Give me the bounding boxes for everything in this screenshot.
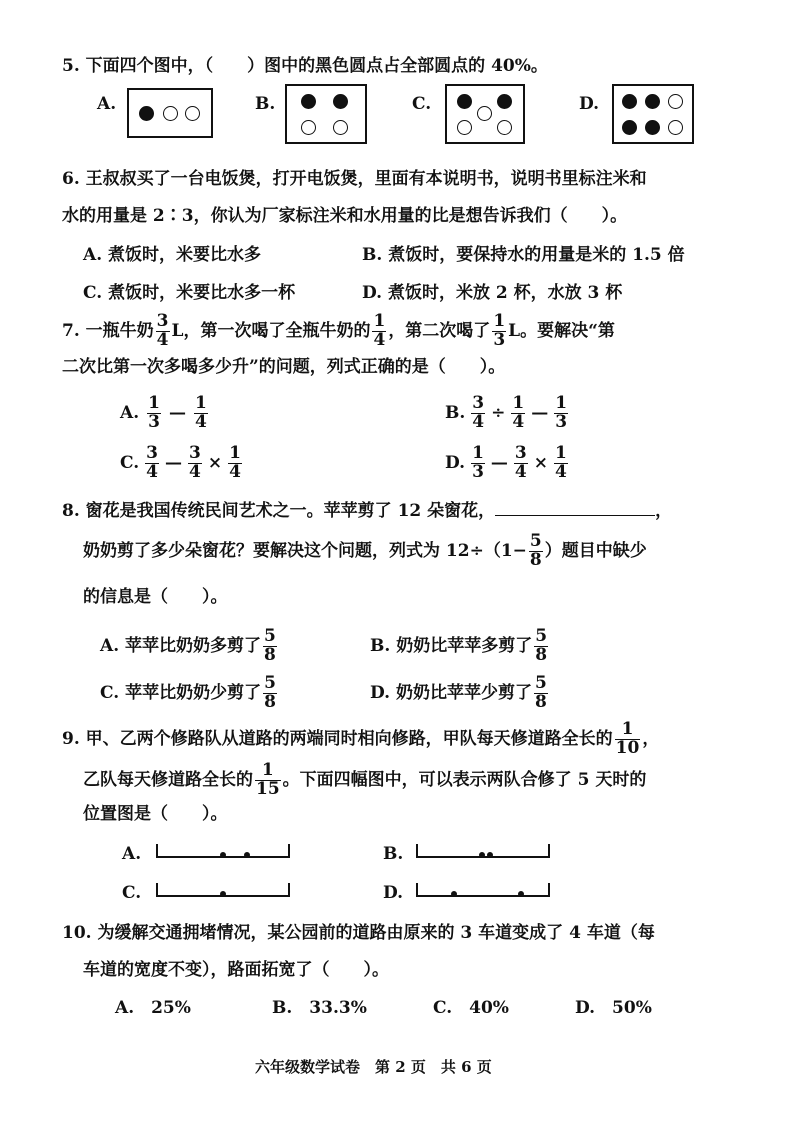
q8-stem-line1: 8. 窗花是我国传统民间艺术之一。苹苹剪了 12 朵窗花， ，	[62, 501, 673, 521]
q10-stem-line2: 车道的宽度不变），路面拓宽了（ ）。	[83, 960, 389, 980]
q9-stem-line1: 9. 甲、乙两个修路队从道路的两端同时相向修路，甲队每天修道路全长的 $\frac{1}{10}$ ，	[62, 718, 660, 758]
q7-text-1: 7. 一瓶牛奶	[62, 320, 154, 341]
q10-option-d: D. 50%	[575, 998, 652, 1018]
fraction-1-4: $\frac{1}{4}$	[373, 310, 386, 350]
white-dot	[668, 94, 683, 109]
q9-road-diagram-d	[416, 883, 550, 897]
q6-stem-line2: 水的用量是 2∶3，你认为厂家标注米和水用量的比是想告诉我们（ ）。	[62, 206, 628, 226]
fraction-1-10: $\frac{1}{10}$	[615, 718, 640, 758]
q5-stem: 5. 下面四个图中，（ ）图中的黑色圆点占全部圆点的 40%。	[62, 56, 548, 76]
page-footer: 六年级数学试卷 第 2 页 共 6 页	[255, 1058, 492, 1076]
black-dot	[139, 106, 154, 121]
white-dot	[668, 120, 683, 135]
q6-option-b: B. 煮饭时，要保持水的用量是米的 1.5 倍	[362, 245, 685, 265]
q5-figure-a	[127, 88, 213, 138]
black-dot	[333, 94, 348, 109]
q5-figure-d	[612, 84, 694, 144]
q8-option-d: D. 奶奶比苹苹少剪了 $\frac{5}{8}$	[370, 672, 547, 712]
q8-option-a: A. 苹苹比奶奶多剪了 $\frac{5}{8}$	[100, 625, 276, 665]
q7-option-c: C. $\frac{3}{4}$ — $\frac{3}{4}$ × $\frac{1}{4}$	[120, 442, 241, 482]
q9-stem-line3: 位置图是（ ）。	[83, 804, 228, 824]
white-dot	[301, 120, 316, 135]
position-dot	[451, 891, 457, 897]
fraction-5-8: $\frac{5}{8}$	[529, 530, 542, 570]
q7-option-b: B. $\frac{3}{4}$ ÷ $\frac{1}{4}$ — $\frac{1}{3}$	[445, 392, 568, 432]
q8-option-b: B. 奶奶比苹苹多剪了 $\frac{5}{8}$	[370, 625, 548, 665]
q7-stem-line2: 二次比第一次多喝多少升”的问题，列式正确的是（ ）。	[62, 357, 506, 377]
q9-road-diagram-c	[156, 883, 290, 897]
q5-option-d-label: D.	[579, 94, 600, 114]
q9-option-c-label: C.	[122, 883, 142, 903]
q7-option-d: D. $\frac{1}{3}$ — $\frac{3}{4}$ × $\frac{1}{4}$	[445, 442, 567, 482]
position-dot	[244, 852, 250, 858]
q10-option-b: B. 33.3%	[272, 998, 367, 1018]
q5-option-b-label: B.	[255, 94, 276, 114]
black-dot	[622, 94, 637, 109]
black-dot	[301, 94, 316, 109]
q8-stem-line3: 的信息是（ ）。	[83, 587, 228, 607]
q7-text-3: ，第二次喝了	[388, 320, 491, 341]
black-dot	[622, 120, 637, 135]
black-dot	[497, 94, 512, 109]
q7-option-a: A. $\frac{1}{3}$ — $\frac{1}{4}$	[120, 392, 207, 432]
fraction-3-4: $\frac{3}{4}$	[156, 310, 169, 350]
q9-road-diagram-a	[156, 844, 290, 858]
position-dot	[518, 891, 524, 897]
q5-option-a-label: A.	[97, 94, 117, 114]
white-dot	[457, 120, 472, 135]
q6-option-a: A. 煮饭时，米要比水多	[83, 245, 262, 265]
q10-option-c: C. 40%	[433, 998, 509, 1018]
position-dot	[479, 852, 485, 858]
fraction-1-3: $\frac{1}{3}$	[493, 310, 506, 350]
position-dot	[487, 852, 493, 858]
q7-text-4: L。要解决“第	[508, 320, 615, 341]
q9-option-b-label: B.	[383, 844, 404, 864]
q9-option-a-label: A.	[122, 844, 142, 864]
q10-stem-line1: 10. 为缓解交通拥堵情况，某公园前的道路由原来的 3 车道变成了 4 车道（每	[62, 923, 655, 943]
q7-stem-line1	[62, 308, 615, 354]
q5-figure-b	[285, 84, 367, 144]
q10-option-a: A. 25%	[115, 998, 191, 1018]
q9-road-diagram-b	[416, 844, 550, 858]
q8-stem-line2: 奶奶剪了多少朵窗花？要解决这个问题，列式为 12÷（1− $\frac{5}{8}$ ）题目中缺少	[83, 530, 647, 570]
position-dot	[220, 891, 226, 897]
white-dot	[185, 106, 200, 121]
black-dot	[645, 120, 660, 135]
q6-option-d: D. 煮饭时，米放 2 杯，水放 3 杯	[362, 283, 623, 303]
q8-option-c: C. 苹苹比奶奶少剪了 $\frac{5}{8}$	[100, 672, 276, 712]
white-dot	[477, 106, 492, 121]
white-dot	[333, 120, 348, 135]
q7-text-2: L，第一次喝了全瓶牛奶的	[171, 320, 371, 341]
answer-blank	[495, 514, 655, 516]
q5-option-c-label: C.	[412, 94, 432, 114]
black-dot	[645, 94, 660, 109]
fraction-1-15: $\frac{1}{15}$	[256, 759, 280, 799]
q9-option-d-label: D.	[383, 883, 404, 903]
white-dot	[497, 120, 512, 135]
q6-option-c: C. 煮饭时，米要比水多一杯	[83, 283, 296, 303]
position-dot	[220, 852, 226, 858]
q6-stem-line1: 6. 王叔叔买了一台电饭煲，打开电饭煲，里面有本说明书，说明书里标注米和	[62, 169, 647, 189]
white-dot	[163, 106, 178, 121]
black-dot	[457, 94, 472, 109]
q9-stem-line2: 乙队每天修道路全长的 $\frac{1}{15}$ 。下面四幅图中，可以表示两队合修了 5 天时的	[83, 759, 647, 799]
q5-figure-c	[445, 84, 525, 144]
